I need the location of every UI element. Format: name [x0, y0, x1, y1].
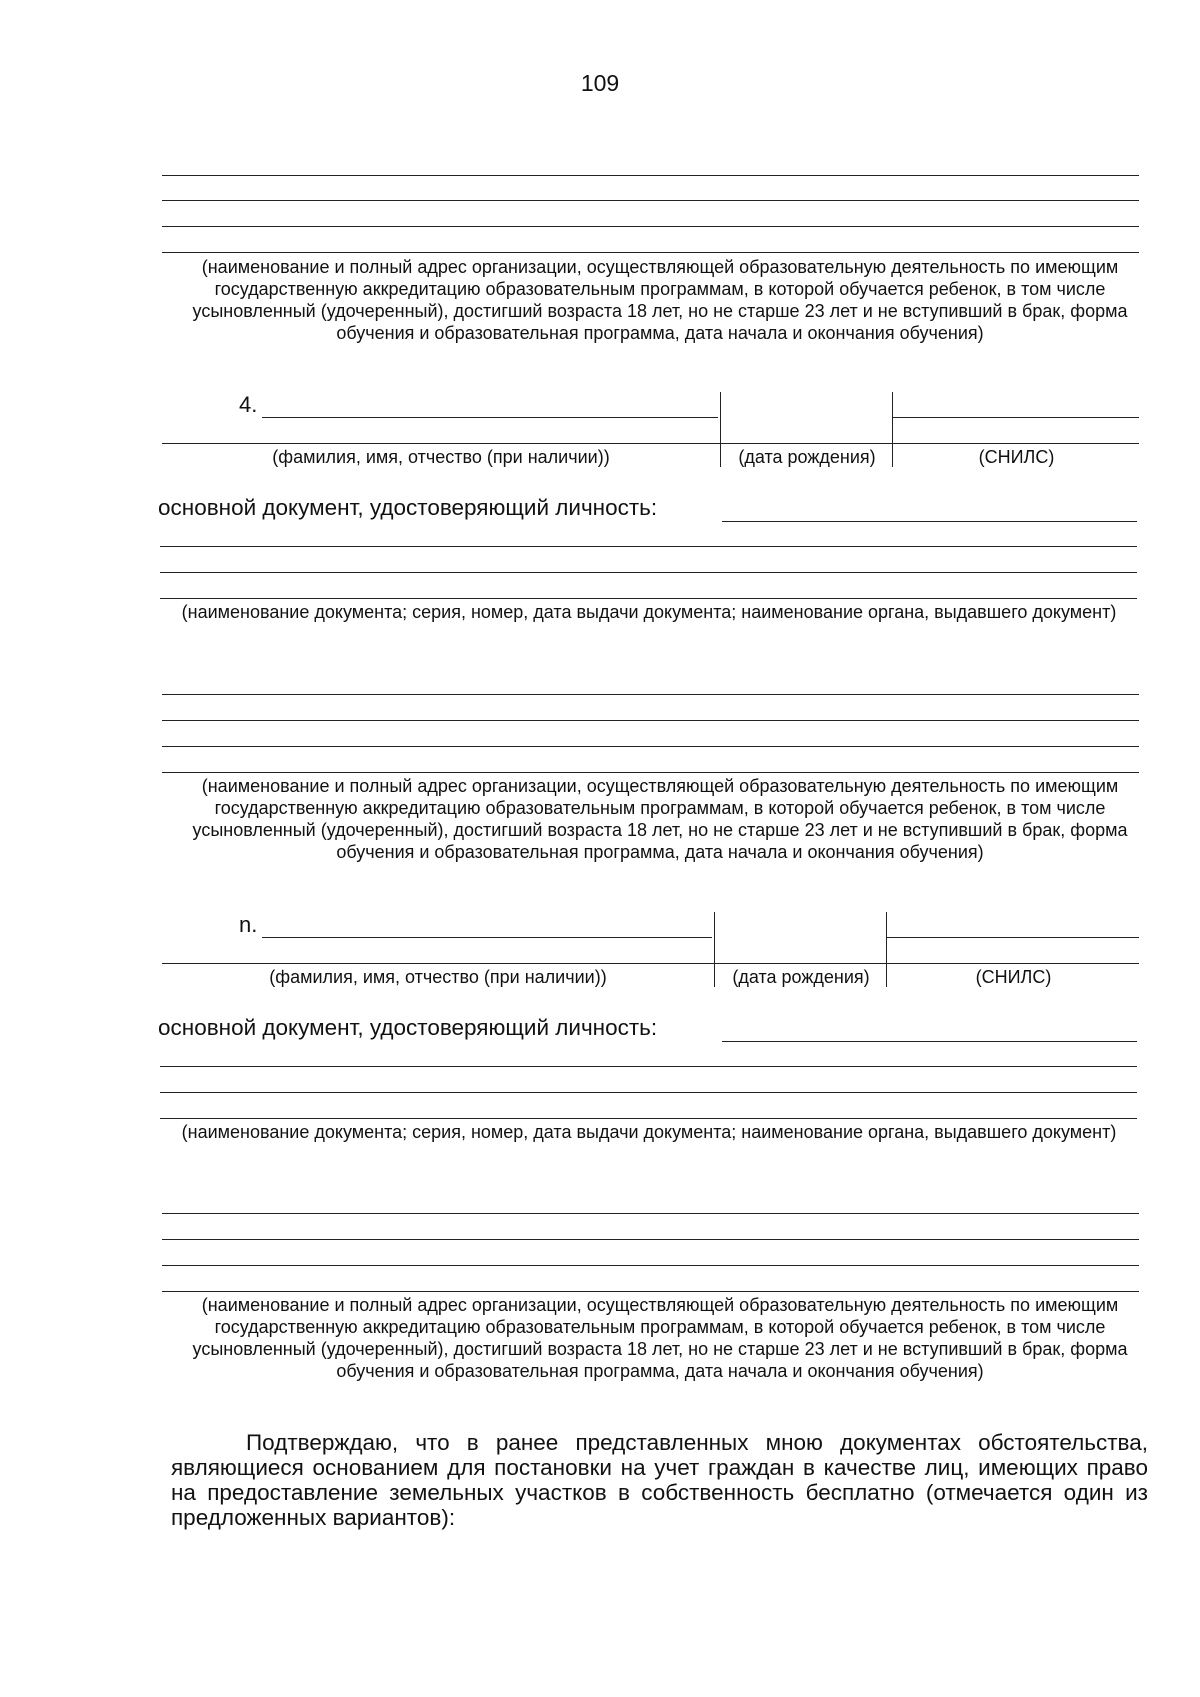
- fio-field[interactable]: [262, 417, 718, 418]
- snils-field[interactable]: [893, 417, 1139, 418]
- org-field-line[interactable]: [162, 1265, 1139, 1266]
- identity-doc-field[interactable]: [160, 546, 1137, 547]
- identity-doc-field[interactable]: [722, 1041, 1137, 1042]
- org-field-line[interactable]: [162, 694, 1139, 695]
- birth-date-caption: (дата рождения): [732, 967, 870, 987]
- identity-doc-caption: (наименование документа; серия, номер, дата выдачи документа; наименование органа, выдавшего документ): [181, 602, 1117, 622]
- snils-caption: (СНИЛС): [978, 447, 1055, 467]
- column-divider: [720, 392, 721, 467]
- org-field-line[interactable]: [162, 720, 1139, 721]
- column-divider: [892, 392, 893, 467]
- org-field-line[interactable]: [162, 772, 1139, 773]
- org-field-line[interactable]: [162, 1291, 1139, 1292]
- fio-caption: (фамилия, имя, отчество (при наличии)): [272, 447, 610, 467]
- identity-doc-caption: (наименование документа; серия, номер, дата выдачи документа; наименование органа, выдавшего документ): [181, 1122, 1117, 1142]
- identity-doc-field[interactable]: [160, 598, 1137, 599]
- org-field-line[interactable]: [162, 175, 1139, 176]
- column-divider: [886, 912, 887, 987]
- person-field-baseline[interactable]: [162, 443, 1139, 444]
- org-caption: (наименование и полный адрес организации, осуществляющей образовательную деятельность по имеющим государственную аккредитацию образовательным программам, в которой обучается ребенок, в том числе усыновленный (удочеренный), достигший возраста 18 лет, но не старше 23 лет и не вступивший в брак, форма обучения и образовательная программа, дата начала и окончания обучения): [192, 257, 1128, 343]
- fio-caption: (фамилия, имя, отчество (при наличии)): [269, 967, 607, 987]
- org-field-line[interactable]: [162, 746, 1139, 747]
- org-field-line[interactable]: [162, 1239, 1139, 1240]
- person-number: 4.: [239, 392, 258, 417]
- person-field-baseline[interactable]: [162, 963, 1139, 964]
- identity-doc-field[interactable]: [722, 521, 1137, 522]
- org-field-line[interactable]: [162, 1213, 1139, 1214]
- fio-field[interactable]: [262, 937, 712, 938]
- identity-doc-field[interactable]: [160, 1066, 1137, 1067]
- org-field-line[interactable]: [162, 200, 1139, 201]
- page-number: 109: [580, 70, 620, 96]
- snils-field[interactable]: [887, 937, 1139, 938]
- column-divider: [714, 912, 715, 987]
- org-caption: (наименование и полный адрес организации, осуществляющей образовательную деятельность по имеющим государственную аккредитацию образовательным программам, в которой обучается ребенок, в том числе усыновленный (удочеренный), достигший возраста 18 лет, но не старше 23 лет и не вступивший в брак, форма обучения и образовательная программа, дата начала и окончания обучения): [192, 776, 1128, 862]
- org-caption: (наименование и полный адрес организации, осуществляющей образовательную деятельность по имеющим государственную аккредитацию образовательным программам, в которой обучается ребенок, в том числе усыновленный (удочеренный), достигший возраста 18 лет, но не старше 23 лет и не вступивший в брак, форма обучения и образовательная программа, дата начала и окончания обучения): [192, 1295, 1128, 1381]
- org-field-line[interactable]: [162, 252, 1139, 253]
- snils-caption: (СНИЛС): [975, 967, 1052, 987]
- identity-doc-label: основной документ, удостоверяющий личность:: [158, 1015, 658, 1040]
- person-number: n.: [239, 912, 258, 937]
- org-field-line[interactable]: [162, 226, 1139, 227]
- identity-doc-label: основной документ, удостоверяющий личность:: [158, 495, 658, 520]
- identity-doc-field[interactable]: [160, 1092, 1137, 1093]
- confirmation-paragraph: Подтверждаю, что в ранее представленных мною документах обстоятельства, являющиеся основанием для постановки на учет граждан в качестве лиц, имеющих право на предоставление земельных участков в собственность бесплатно (отмечается один из предложенных вариантов):: [171, 1430, 1148, 1530]
- birth-date-caption: (дата рождения): [738, 447, 876, 467]
- identity-doc-field[interactable]: [160, 572, 1137, 573]
- identity-doc-field[interactable]: [160, 1118, 1137, 1119]
